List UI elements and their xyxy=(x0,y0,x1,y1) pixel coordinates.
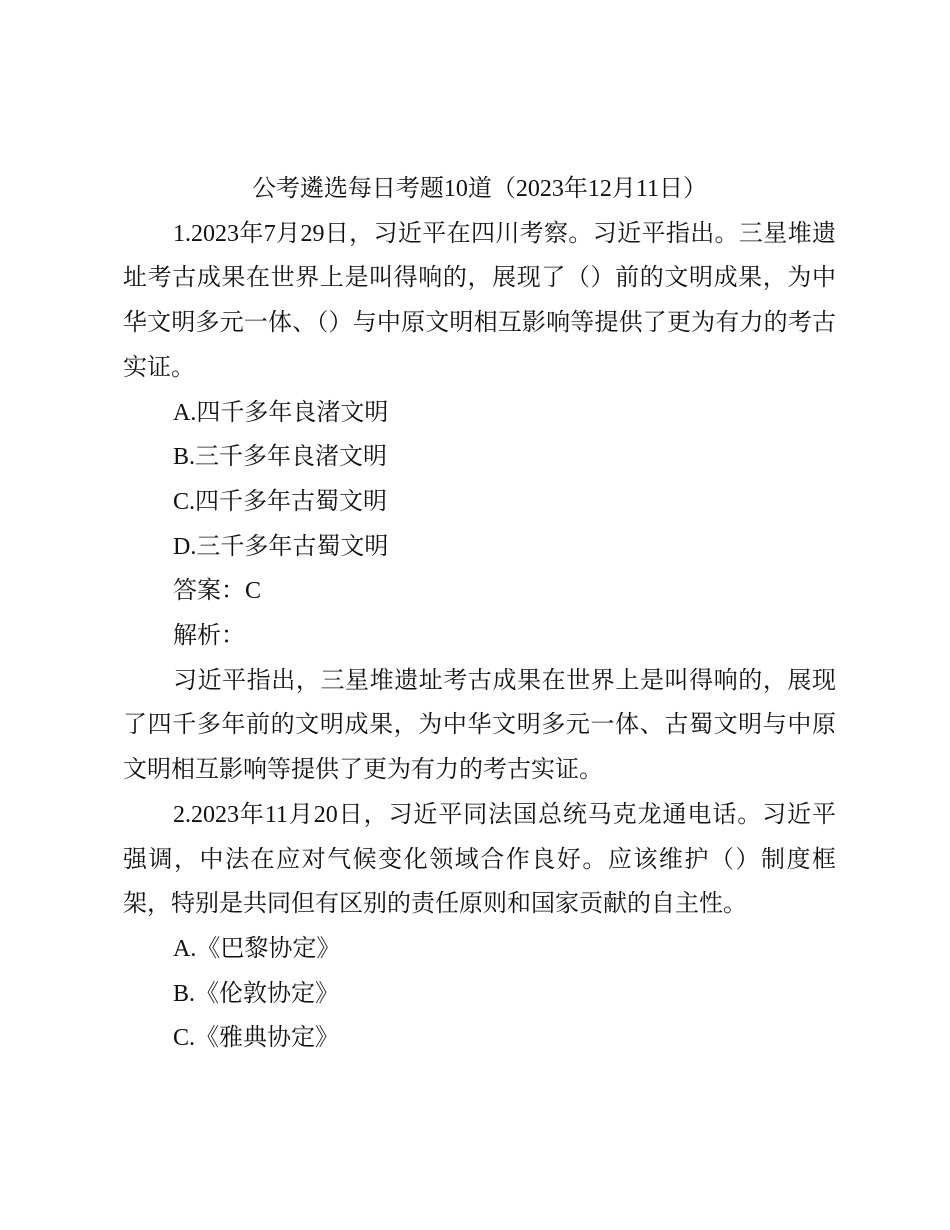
question-1-answer: 答案：C xyxy=(173,578,262,605)
question-1-stem: 1.2023年7月29日，习近平在四川考察。习近平指出。三星堆遗址考古成果在世界上是叫得响的，展现了（）前的文明成果，为中华文明多元一体、（）与中原文明相互影响等提供了更为有力的考古实证。 xyxy=(123,220,836,381)
question-2-option-b: B.《伦敦协定》 xyxy=(173,980,340,1007)
question-2-option-c: C.《雅典协定》 xyxy=(173,1025,340,1052)
question-1-option-a: A.四千多年良渚文明 xyxy=(173,399,389,426)
question-1-analysis: 习近平指出，三星堆遗址考古成果在世界上是叫得响的，展现了四千多年前的文明成果，为中华文明多元一体、古蜀文明与中原文明相互影响等提供了更为有力的考古实证。 xyxy=(123,667,836,784)
document-page xyxy=(123,167,836,1061)
question-1-analysis-label: 解析： xyxy=(173,623,245,650)
question-2-option-a: A.《巴黎协定》 xyxy=(173,935,341,962)
document-title: 公考遴选每日考题10道（2023年12月11日） xyxy=(251,176,708,202)
question-1-option-c: C.四千多年古蜀文明 xyxy=(173,488,388,515)
question-2-stem: 2.2023年11月20日，习近平同法国总统马克龙通电话。习近平强调，中法在应对气候变化领域合作良好。应该维护（）制度框架，特别是共同但有区别的责任原则和国家贡献的自主性。 xyxy=(123,801,836,918)
question-1-option-d: D.三千多年古蜀文明 xyxy=(173,533,389,560)
question-1-option-b: B.三千多年良渚文明 xyxy=(173,444,388,471)
